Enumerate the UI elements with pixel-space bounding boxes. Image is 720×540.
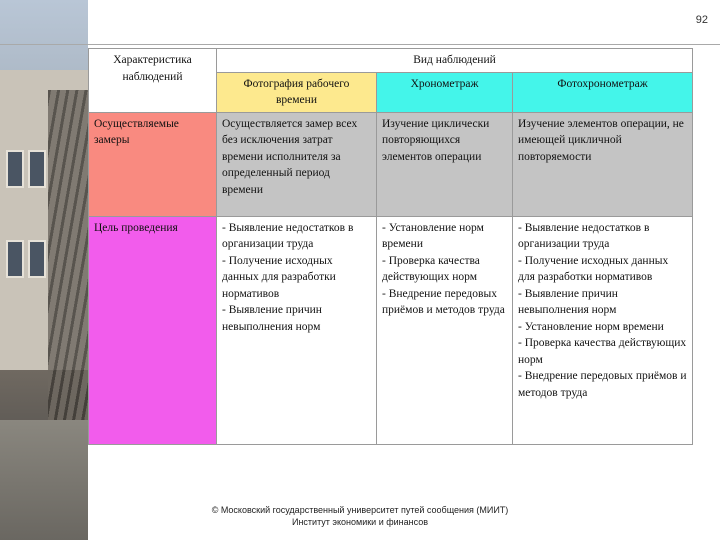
window-shape (28, 150, 46, 188)
list-item: - Проверка качества действующих норм (382, 254, 480, 283)
list-item: - Внедрение передовых приёмов и методов труда (382, 287, 505, 316)
list-item: - Выявление причин невыполнения норм (518, 287, 618, 316)
list-item: - Внедрение передовых приёмов и методов труда (518, 370, 687, 399)
table-cell (217, 216, 377, 444)
list-item: - Получение исходных данных для разработки нормативов (222, 254, 336, 300)
ground-image (0, 420, 88, 540)
list-item: - Проверка качества действующих норм (518, 337, 687, 366)
list-item: - Получение исходных данных для разработки нормативов (518, 254, 669, 283)
table-cell: Осуществляется замер всех без исключения затрат времени исполнителя за определенный период времени (217, 112, 377, 216)
header-characteristic: Характеристика наблюдений (89, 49, 217, 113)
observation-table (88, 48, 693, 445)
table-cell (513, 216, 693, 444)
column-header-timing: Хронометраж (377, 72, 513, 112)
window-shape (6, 240, 24, 278)
header-divider (0, 44, 720, 45)
list-item: - Выявление недостатков в организации труда (222, 221, 354, 250)
column-header-photo: Фотография рабочего времени (217, 72, 377, 112)
list-item: - Установление норм времени (518, 320, 664, 333)
table-cell: Изучение элементов операции, не имеющей цикличной повторяемости (513, 112, 693, 216)
list-item: - Выявление недостатков в организации труда (518, 221, 650, 250)
list-item: - Выявление причин невыполнения норм (222, 304, 322, 333)
column-header-phototiming: Фотохронометраж (513, 72, 693, 112)
tree-image (48, 90, 88, 450)
table-cell: Изучение циклически повторяющихся элементов операции (377, 112, 513, 216)
header-view: Вид наблюдений (217, 49, 693, 73)
row-label-purpose: Цель проведения (89, 216, 217, 444)
footer (190, 504, 530, 528)
window-shape (6, 150, 24, 188)
footer-copyright: © Московский государственный университет путей сообщения (МИИТ) (211, 505, 509, 515)
row-label-measurements: Осуществляемые замеры (89, 112, 217, 216)
window-shape (28, 240, 46, 278)
background-photo (0, 0, 88, 540)
page-number: 92 (695, 14, 708, 26)
footer-institute: Институт экономики и финансов (291, 517, 429, 527)
list-item: - Установление норм времени (382, 221, 484, 250)
table-cell (377, 216, 513, 444)
